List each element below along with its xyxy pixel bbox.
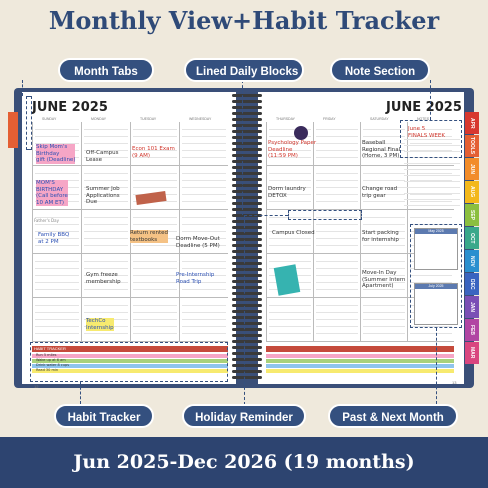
writing-line	[133, 333, 177, 334]
left-month-title: JUNE 2025	[32, 100, 108, 115]
day-cell[interactable]	[130, 122, 179, 166]
mini-cal-next-title: July 2025	[415, 284, 457, 289]
spiral-ring	[232, 316, 262, 319]
writing-line	[133, 217, 177, 218]
day-cell[interactable]	[313, 166, 360, 210]
writing-line	[35, 312, 79, 313]
habit-label: Run 5 miles	[36, 353, 57, 357]
spiral-ring	[232, 304, 262, 307]
writing-line	[363, 319, 405, 320]
spiral-ring	[232, 322, 262, 325]
callout-box-tracker	[30, 342, 228, 382]
spiral-ring	[232, 166, 262, 169]
spiral-ring	[232, 352, 262, 355]
leader-notes	[430, 80, 431, 120]
writing-line	[133, 275, 177, 276]
writing-line	[269, 180, 311, 181]
writing-line	[363, 136, 405, 137]
callout-note-section: Note Section	[330, 58, 430, 82]
spiral-ring	[232, 244, 262, 247]
writing-line	[182, 194, 226, 195]
writing-line	[84, 238, 128, 239]
writing-line	[316, 136, 358, 137]
spiral-ring	[232, 172, 262, 175]
day-cell[interactable]	[32, 298, 81, 342]
writing-line	[269, 238, 311, 239]
writing-line	[363, 180, 405, 181]
writing-line	[316, 326, 358, 327]
spiral-ring	[232, 364, 262, 367]
spiral-ring	[232, 148, 262, 151]
sticker-card	[274, 264, 301, 295]
writing-line	[182, 173, 226, 174]
spiral-ring	[232, 268, 262, 271]
spiral-ring	[232, 118, 262, 121]
spiral-ring	[232, 160, 262, 163]
month-tab-aug[interactable]: AUG	[465, 181, 479, 203]
leader-holiday	[244, 215, 245, 405]
writing-line	[182, 289, 226, 290]
leader-past-next	[436, 328, 437, 404]
spiral-ring	[232, 178, 262, 181]
writing-line	[363, 268, 405, 269]
callout-holiday-reminder: Holiday Reminder	[182, 404, 306, 428]
entry-psych-paper: Psychology Paper Deadline (11:59 PM)	[268, 140, 317, 159]
writing-line	[316, 157, 358, 158]
callout-box-mini-cals	[410, 224, 462, 328]
writing-line	[316, 231, 358, 232]
holiday-label: Father's Day	[34, 218, 59, 223]
writing-line	[269, 305, 311, 306]
writing-line	[84, 231, 128, 232]
writing-line	[84, 333, 128, 334]
right-month-title: JUNE 2025	[386, 100, 462, 115]
writing-line	[182, 319, 226, 320]
leader-month-tabs	[22, 80, 23, 96]
bottom-banner: Jun 2025-Dec 2026 (19 months)	[0, 437, 488, 488]
writing-line	[316, 180, 358, 181]
month-tab-feb[interactable]: FEB	[465, 319, 479, 341]
day-header: THURSDAY	[276, 117, 295, 121]
writing-line	[316, 129, 358, 130]
writing-line	[133, 224, 177, 225]
entry-dorm-moveout: Dorm Move-Out Deadline (5 PM)	[176, 236, 220, 249]
day-cell[interactable]	[313, 298, 360, 342]
writing-line	[133, 319, 177, 320]
month-tab-sep[interactable]: SEP	[465, 204, 479, 226]
leader-lined-blocks	[242, 80, 243, 220]
habit-row	[266, 354, 454, 358]
writing-line	[133, 136, 177, 137]
entry-internship: TechCo Internship	[86, 318, 114, 331]
day-cell[interactable]	[81, 210, 130, 254]
writing-line	[35, 268, 79, 269]
page-number-left: 12	[34, 384, 39, 389]
writing-line	[316, 333, 358, 334]
spiral-ring	[232, 220, 262, 223]
writing-line	[363, 261, 405, 262]
writing-line	[410, 333, 452, 334]
habit-row	[266, 359, 454, 363]
writing-line	[35, 275, 79, 276]
callout-box-holiday	[288, 210, 362, 220]
spiral-ring	[232, 358, 262, 361]
day-cell[interactable]	[313, 254, 360, 298]
spiral-ring	[232, 250, 262, 253]
day-cell[interactable]	[130, 298, 179, 342]
spiral-ring	[232, 238, 262, 241]
leader-tracker	[80, 382, 81, 404]
callout-month-tabs: Month Tabs	[58, 58, 154, 82]
entry-job-applications: Summer Job Applications Due	[86, 186, 120, 205]
spiral-ring	[232, 124, 262, 127]
spiral-ring	[232, 286, 262, 289]
writing-line	[269, 333, 311, 334]
habit-row	[266, 364, 454, 368]
spiral-binding	[232, 94, 262, 384]
writing-line	[182, 224, 226, 225]
writing-line	[84, 143, 128, 144]
writing-line	[84, 173, 128, 174]
writing-line	[182, 201, 226, 202]
spiral-ring	[232, 256, 262, 259]
entry-road-trip-gear: Change road trip gear	[362, 186, 398, 199]
month-tabs	[465, 112, 479, 365]
spiral-ring	[232, 142, 262, 145]
leader-holiday-h	[244, 215, 288, 216]
spiral-ring	[232, 370, 262, 373]
writing-line	[133, 143, 177, 144]
writing-line	[84, 129, 128, 130]
writing-line	[182, 312, 226, 313]
writing-line	[133, 289, 177, 290]
writing-line	[182, 305, 226, 306]
spiral-ring	[232, 112, 262, 115]
spiral-ring	[232, 196, 262, 199]
writing-line	[35, 289, 79, 290]
day-header: NOTES	[417, 117, 430, 121]
writing-line	[84, 261, 128, 262]
writing-line	[182, 143, 226, 144]
writing-line	[316, 275, 358, 276]
entry-family-bbq: Family BBQ at 2 PM	[38, 232, 70, 245]
spiral-ring	[232, 136, 262, 139]
writing-line	[363, 245, 405, 246]
month-tab-oct[interactable]: OCT	[465, 227, 479, 249]
spiral-ring	[232, 106, 262, 109]
mini-cal-past-title: May 2025	[415, 229, 457, 234]
day-header: MONDAY	[91, 117, 107, 121]
writing-line	[363, 333, 405, 334]
spiral-ring	[232, 262, 262, 265]
entry-econ-exam: Econ 101 Exam (9 AM)	[132, 146, 175, 159]
callout-lined-daily-blocks: Lined Daily Blocks	[184, 58, 304, 82]
writing-line	[182, 136, 226, 137]
writing-line	[133, 129, 177, 130]
month-tab-dec[interactable]: DEC	[465, 273, 479, 295]
writing-line	[269, 326, 311, 327]
writing-line	[182, 180, 226, 181]
writing-line	[133, 312, 177, 313]
spiral-ring	[232, 334, 262, 337]
spiral-ring	[232, 232, 262, 235]
writing-line	[133, 305, 177, 306]
writing-line	[363, 312, 405, 313]
day-cell[interactable]	[179, 122, 228, 166]
writing-line	[316, 150, 358, 151]
writing-line	[316, 268, 358, 269]
writing-line	[269, 173, 311, 174]
entry-campus-closed: Campus Closed	[272, 230, 315, 236]
entry-baseball: Baseball Regional Final (Home, 3 PM)	[362, 140, 401, 159]
writing-line	[316, 282, 358, 283]
writing-line	[84, 312, 128, 313]
writing-line	[316, 319, 358, 320]
writing-line	[182, 150, 226, 151]
spiral-ring	[232, 130, 262, 133]
writing-line	[35, 333, 79, 334]
writing-line	[363, 201, 405, 202]
writing-line	[35, 282, 79, 283]
writing-line	[410, 217, 452, 218]
day-header: TUESDAY	[140, 117, 157, 121]
day-cell[interactable]	[360, 298, 407, 342]
month-tab-nov[interactable]: NOV	[465, 250, 479, 272]
month-tab-apr[interactable]: APR	[465, 112, 479, 134]
page-number-right: 13	[452, 380, 457, 385]
writing-line	[269, 224, 311, 225]
sticker-badge	[294, 126, 308, 140]
writing-line	[84, 217, 128, 218]
writing-line	[316, 201, 358, 202]
writing-line	[316, 312, 358, 313]
writing-line	[182, 326, 226, 327]
habit-label: Wake up at 6 am	[36, 358, 66, 362]
writing-line	[363, 129, 405, 130]
entry-moms-birthday: MOM'S BIRTHDAY (Call before 10 AM ET)	[36, 180, 68, 206]
entry-dorm-laundry: Dorm laundry DETOX	[268, 186, 306, 199]
spiral-ring	[232, 346, 262, 349]
day-header: SATURDAY	[370, 117, 389, 121]
writing-line	[182, 217, 226, 218]
writing-line	[133, 326, 177, 327]
day-header: WEDNESDAY	[189, 117, 212, 121]
writing-line	[182, 129, 226, 130]
writing-line	[84, 180, 128, 181]
writing-line	[316, 305, 358, 306]
writing-line	[35, 305, 79, 306]
month-tab-mar[interactable]: MAR	[465, 342, 479, 364]
day-cell[interactable]	[179, 298, 228, 342]
writing-line	[35, 173, 79, 174]
day-cell[interactable]	[313, 122, 360, 166]
spiral-ring	[232, 154, 262, 157]
month-tab-jun[interactable]: JUN	[465, 158, 479, 180]
writing-line	[269, 319, 311, 320]
writing-line	[269, 312, 311, 313]
callout-habit-tracker: Habit Tracker	[54, 404, 154, 428]
writing-line	[182, 187, 226, 188]
spiral-ring	[232, 376, 262, 379]
spiral-ring	[232, 298, 262, 301]
writing-line	[316, 173, 358, 174]
writing-line	[316, 289, 358, 290]
writing-line	[316, 238, 358, 239]
writing-line	[133, 187, 177, 188]
writing-line	[363, 305, 405, 306]
writing-line	[182, 268, 226, 269]
writing-line	[316, 194, 358, 195]
writing-line	[84, 245, 128, 246]
spiral-ring	[232, 190, 262, 193]
writing-line	[35, 129, 79, 130]
entry-road-trip: Pre-Internship Road Trip	[176, 272, 215, 285]
spiral-ring	[232, 208, 262, 211]
entry-gym-freeze: Gym freeze membership	[86, 272, 121, 285]
writing-line	[316, 187, 358, 188]
month-tab-tools[interactable]: TOOLS	[465, 135, 479, 157]
day-header: SUNDAY	[42, 117, 57, 121]
day-cell[interactable]	[266, 298, 313, 342]
day-header: FRIDAY	[323, 117, 336, 121]
writing-line	[363, 173, 405, 174]
writing-line	[182, 231, 226, 232]
spiral-ring	[232, 310, 262, 313]
habit-label: Drink water 8 cups	[36, 363, 70, 367]
habit-row	[266, 369, 454, 373]
month-tab-jan[interactable]: JAN	[465, 296, 479, 318]
entry-textbooks: Return rented textbooks	[130, 230, 169, 243]
habit-label: Read 30 min	[36, 368, 59, 372]
writing-line	[35, 261, 79, 262]
spiral-ring	[232, 280, 262, 283]
writing-line	[182, 261, 226, 262]
habit-tracker-right	[266, 346, 454, 380]
writing-line	[133, 173, 177, 174]
writing-line	[363, 217, 405, 218]
writing-line	[84, 224, 128, 225]
writing-line	[35, 245, 79, 246]
entry-start-packing: Start packing for internship	[362, 230, 399, 243]
spiral-ring	[232, 292, 262, 295]
writing-line	[363, 326, 405, 327]
writing-line	[35, 136, 79, 137]
writing-line	[269, 261, 311, 262]
writing-line	[316, 143, 358, 144]
writing-line	[269, 201, 311, 202]
callout-past-next-month: Past & Next Month	[328, 404, 458, 428]
left-month-tab[interactable]	[8, 112, 18, 148]
writing-line	[182, 157, 226, 158]
day-cell[interactable]	[32, 254, 81, 298]
spiral-ring	[232, 202, 262, 205]
spiral-ring	[232, 100, 262, 103]
writing-line	[84, 305, 128, 306]
writing-line	[84, 268, 128, 269]
day-cell[interactable]	[179, 166, 228, 210]
spiral-ring	[232, 226, 262, 229]
habit-tracker-title: HABIT TRACKER	[32, 346, 228, 352]
callout-box-notes	[400, 120, 462, 158]
entry-skip-gift: Skip Mom's Birthday gift (Deadline)	[36, 144, 76, 163]
writing-line	[316, 245, 358, 246]
writing-line	[84, 289, 128, 290]
writing-line	[133, 282, 177, 283]
writing-line	[35, 326, 79, 327]
writing-line	[133, 261, 177, 262]
writing-line	[133, 268, 177, 269]
day-cell[interactable]	[130, 254, 179, 298]
habit-tracker-right-head	[266, 346, 454, 352]
writing-line	[316, 224, 358, 225]
spiral-ring	[232, 328, 262, 331]
writing-line	[133, 180, 177, 181]
spiral-ring	[232, 94, 262, 97]
spiral-ring	[232, 184, 262, 187]
note-finals: June 5 FINALS WEEK	[408, 126, 445, 139]
spiral-ring	[232, 340, 262, 343]
writing-line	[35, 319, 79, 320]
callout-box-month-tabs	[26, 96, 32, 150]
headline: Monthly View+Habit Tracker	[48, 6, 440, 35]
writing-line	[316, 261, 358, 262]
writing-line	[133, 245, 177, 246]
writing-line	[182, 333, 226, 334]
spiral-ring	[232, 274, 262, 277]
entry-lease: Off-Campus Lease	[86, 150, 119, 163]
writing-line	[84, 136, 128, 137]
writing-line	[363, 224, 405, 225]
entry-move-in: Move-In Day (Summer Intern Apartment)	[362, 270, 406, 289]
writing-line	[269, 245, 311, 246]
